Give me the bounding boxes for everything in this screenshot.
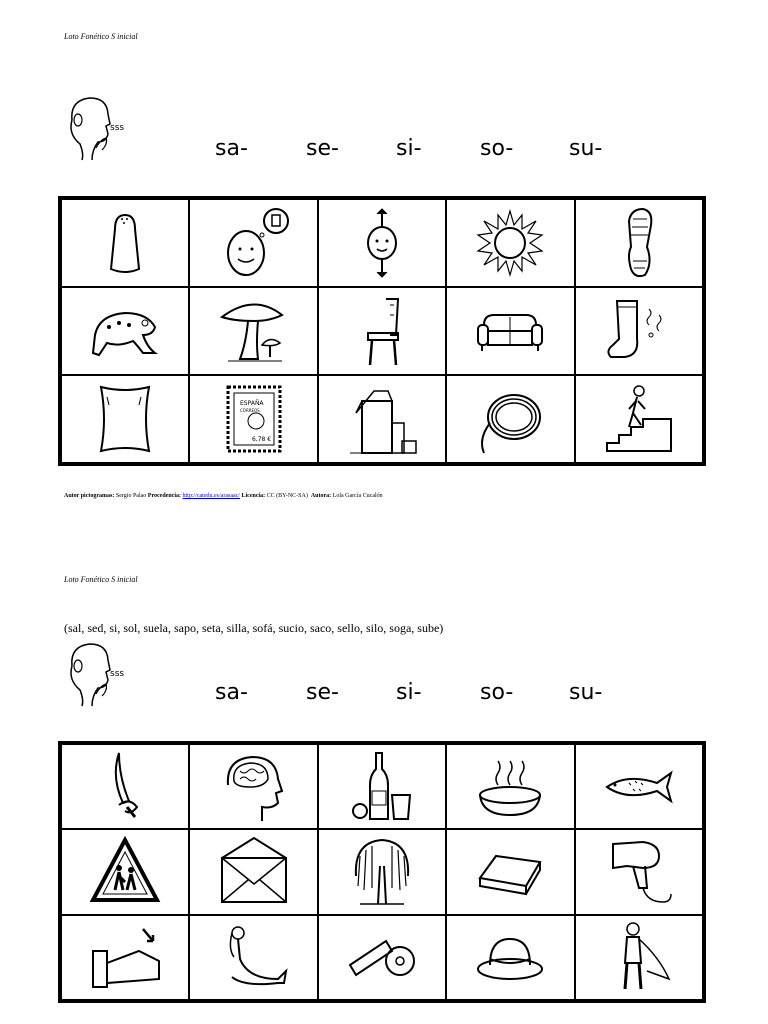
syllable-si-2: si- [396,680,422,705]
cell-soga [446,375,574,463]
cell-sed [189,199,317,287]
willow-tree-icon [346,836,418,908]
syllable-sa-2: sa- [215,680,248,705]
shoe-sole-icon [603,207,675,279]
page2-loto-grid [58,741,706,1003]
mermaid-icon [218,921,290,993]
salmon-icon [603,751,675,823]
hat-icon [474,921,546,993]
cell-sal [61,199,189,287]
page2-header-note: Loto Fonético S inicial [64,575,138,584]
svg-text:CORREOS: CORREOS [239,408,260,413]
page1-loto-grid [58,196,706,466]
hair-dryer-icon [603,836,675,908]
chair-icon [346,295,418,367]
drinks-icon [346,751,418,823]
cell-sobre [189,829,317,914]
cell-silo [318,375,446,463]
brain-head-icon [218,751,290,823]
sabre-icon [89,751,161,823]
school-crossing-sign-icon [89,836,161,908]
page2-syllables [0,680,768,710]
cell-sable [61,744,189,829]
cell-secador [575,829,703,914]
sack-icon [89,383,161,455]
syllable-sa: sa- [215,136,248,161]
cell-sol [446,199,574,287]
svg-text:sss: sss [110,669,125,679]
bed-mattress-icon [89,921,161,993]
climbing-stairs-icon [603,383,675,455]
cell-sirena [189,915,317,1000]
superhero-icon [603,921,675,993]
syllable-su-2: su- [569,680,603,705]
soup-bowl-icon [474,751,546,823]
cell-sofa [446,287,574,375]
svg-text:sss: sss [110,123,125,133]
sun-icon [474,207,546,279]
salt-shaker-icon [89,207,161,279]
soap-bar-icon [474,836,546,908]
cell-colchon [61,915,189,1000]
cell-sauce [318,829,446,914]
cell-superheroe [575,915,703,1000]
cell-suela [575,199,703,287]
cell-silbato [318,915,446,1000]
credits-footer: Autor pictogramas: Sergio Palao Procedencia: http://catedu.es/arasaac/ Licencia: CC (BY-NC-SA) Autora: Lola García Cucalón [64,493,383,499]
cell-bebidas [318,744,446,829]
page1-syllables [0,136,768,166]
syllable-su: su- [569,136,603,161]
cell-silla [318,287,446,375]
dirty-sock-icon [603,295,675,367]
silo-icon [346,383,418,455]
cell-salmon [575,744,703,829]
nodding-head-icon [346,207,418,279]
word-list: (sal, sed, si, sol, suela, sapo, seta, silla, sofá, sucio, saco, sello, silo, soga, sube) [64,621,444,635]
cell-sube [575,375,703,463]
stamp-icon [218,383,290,455]
cell-sapo [61,287,189,375]
syllable-si: si- [396,136,422,161]
page1-header-note: Loto Fonético S inicial [64,32,138,41]
cell-sucio [575,287,703,375]
cell-sopa [446,744,574,829]
toad-icon [89,295,161,367]
cell-seso [189,744,317,829]
whistle-icon [346,921,418,993]
cell-senal [61,829,189,914]
svg-text:ESPAÑA: ESPAÑA [239,400,264,407]
cell-si [318,199,446,287]
syllable-so: so- [480,136,514,161]
sofa-icon [474,295,546,367]
svg-text:6,78 €: 6,78 € [251,436,271,443]
rope-icon [474,383,546,455]
syllable-se-2: se- [306,680,339,705]
cell-saco [61,375,189,463]
envelope-icon [218,836,290,908]
syllable-se: se- [306,136,339,161]
syllable-so-2: so- [480,680,514,705]
mushroom-icon [218,295,290,367]
cell-jabon [446,829,574,914]
arasaac-link[interactable]: http://catedu.es/arasaac/ [182,493,240,499]
cell-seta [189,287,317,375]
thirsty-head-icon [218,207,290,279]
cell-sombrero [446,915,574,1000]
cell-sello [189,375,317,463]
